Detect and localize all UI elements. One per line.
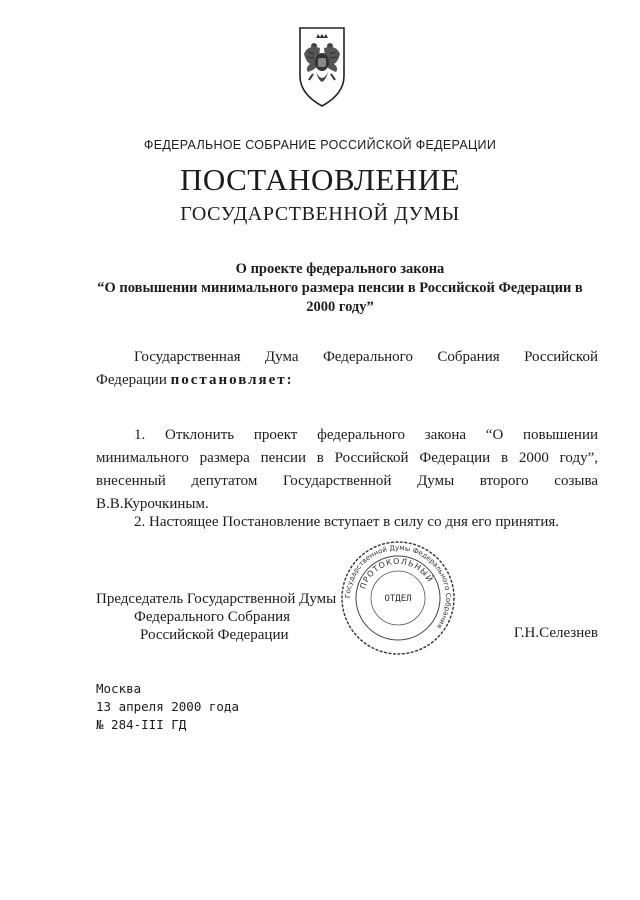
- official-seal: [338, 540, 458, 656]
- issue-date: 13 апреля 2000 года: [96, 699, 239, 714]
- document-subtype-title: ГОСУДАРСТВЕННОЙ ДУМЫ: [180, 203, 460, 225]
- signatory-title: [96, 590, 336, 644]
- item-line: минимального размера пенсии в Российской Федерации в 2000 году”,: [96, 450, 598, 466]
- subject-line: О проекте федерального закона: [235, 261, 445, 277]
- item-line: В.В.Курочкиным.: [96, 496, 209, 512]
- preamble-text: Федерации: [96, 372, 171, 388]
- seal-outer-text: Государственной Думы Федерального Собрания: [343, 543, 453, 630]
- item-line: 1. Отклонить проект федерального закона “О повышении: [134, 427, 598, 443]
- signatory-title-line: Председатель Государственной Думы: [96, 591, 337, 607]
- document-number: № 284-III ГД: [96, 717, 187, 732]
- signatory-name: Г.Н.Селезнев: [513, 625, 598, 641]
- preamble-line: Государственная Дума Федерального Собрания Российской: [134, 349, 598, 365]
- round-stamp-icon: [338, 540, 458, 656]
- document-type-title: ПОСТАНОВЛЕНИЕ: [179, 162, 461, 197]
- item-line: внесенный депутатом Государственной Думы второго созыва: [96, 473, 598, 489]
- seal-center-text: ОТДЕЛ: [384, 594, 412, 604]
- document-footer: [96, 680, 239, 734]
- resolution-item-2: [96, 511, 598, 534]
- subject-line: 2000 году”: [306, 299, 374, 315]
- preamble-line: [96, 369, 598, 392]
- signatory-title-line: Федерального Собрания: [134, 609, 291, 625]
- issue-city: Москва: [96, 681, 142, 696]
- double-headed-eagle-icon: [296, 24, 348, 110]
- document-subject: [80, 260, 600, 317]
- organization-name: ФЕДЕРАЛЬНОЕ СОБРАНИЕ РОССИЙСКОЙ ФЕДЕРАЦИИ: [143, 138, 497, 152]
- item-line: 2. Настоящее Постановление вступает в силу со дня его принятия.: [134, 514, 560, 530]
- resolution-item-1: [96, 424, 598, 516]
- subject-line: “О повышении минимального размера пенсии в Российской Федерации в: [97, 280, 583, 296]
- svg-text:ПРОТОКОЛЬНЫЙ: [358, 557, 436, 590]
- preamble-paragraph: [96, 346, 598, 392]
- seal-inner-text: ПРОТОКОЛЬНЫЙ: [358, 556, 435, 591]
- coat-of-arms-emblem: [296, 24, 348, 110]
- resolves-keyword: постановляет:: [170, 372, 294, 388]
- signatory-title-line: Российской Федерации: [140, 627, 289, 643]
